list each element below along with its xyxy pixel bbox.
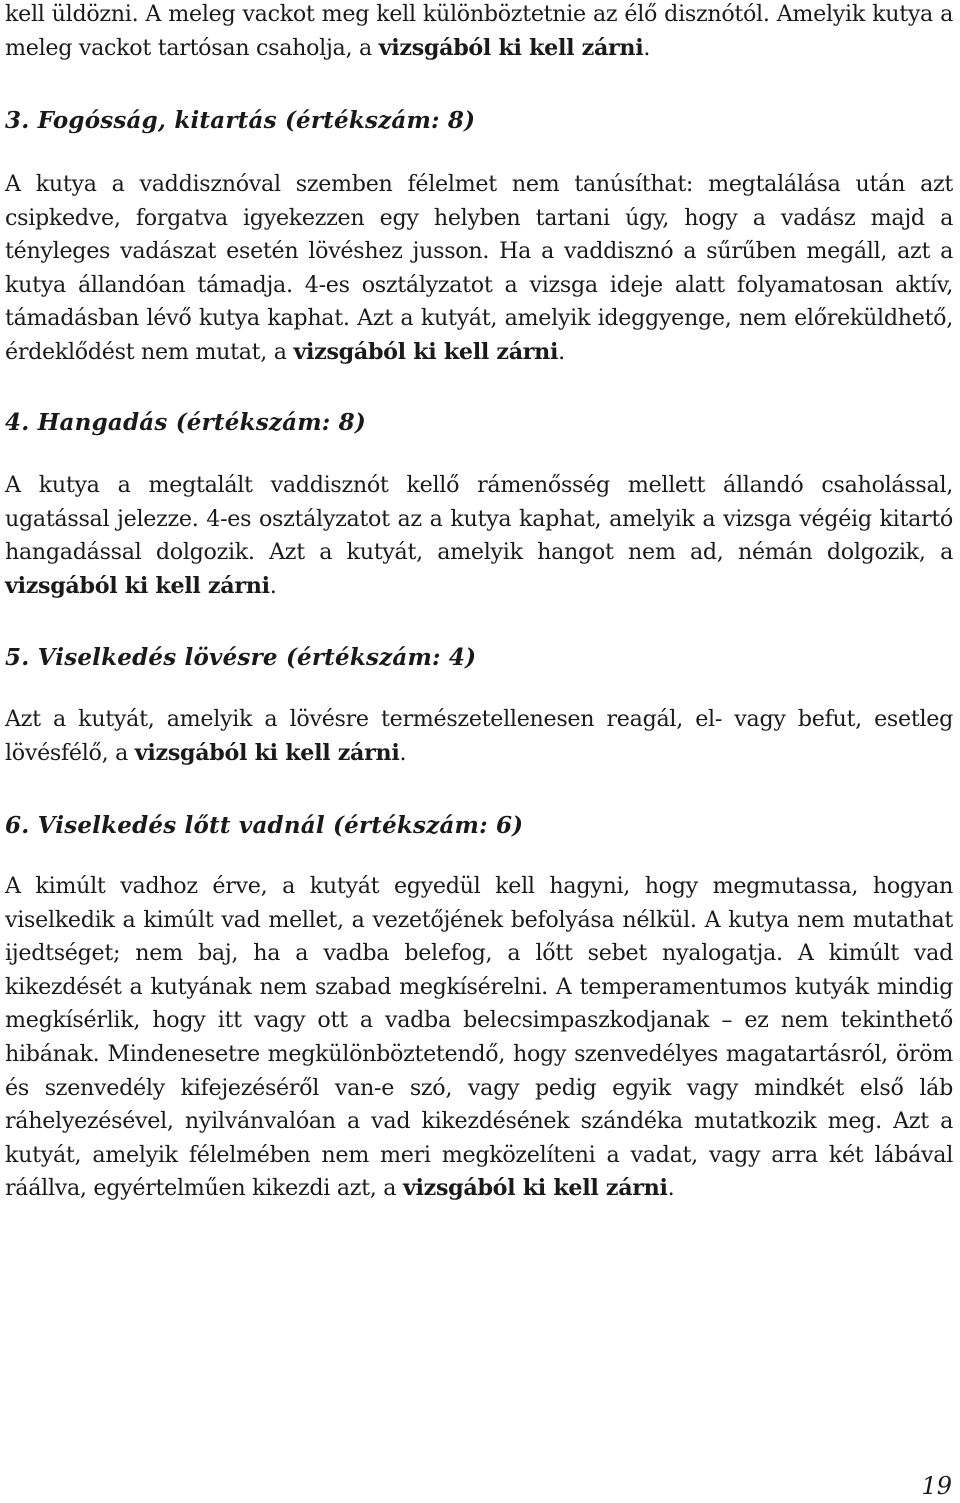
intro-emphasis: vizsgából ki kell zárni xyxy=(378,34,644,61)
intro-paragraph xyxy=(5,0,953,65)
section-3-text: A kutya a vaddisznóval szemben félelmet nem tanúsíthat: megtalálása után azt csipkedve, forgatva igyekezzen egy helyben tartani úgy, hogy a vadász majd a tényleges vadászat esetén lövéshez jusson. Ha a vaddisznó a sűrűben megáll, azt a kutya állandóan támadja. 4-es osztályzatot a vizsga ideje alatt folyamatosan aktív, támadásban lévő kutya kaphat. Azt a kutyát, amelyik ideggyenge, nem előreküldhető, érdeklődést nem mutat, a xyxy=(5,171,953,365)
section-3-paragraph xyxy=(5,168,953,370)
section-5-heading: 5. Viselkedés lövésre (értékszám: 4) xyxy=(5,644,477,671)
page-number: 19 xyxy=(921,1472,952,1500)
section-6-text: A kimúlt vadhoz érve, a kutyát egyedül kell hagyni, hogy megmutassa, hogyan viselkedik a kimúlt vad mellet, a vezetőjének befolyása nélkül. A kutya nem mutathat ijedtséget; nem baj, ha a vadba belefog, a lőtt sebet nyalogatja. A kimúlt vad kikezdését a kutyának nem szabad megkísérelni. A temperamentumos kutyák mindig megkísérlik, hogy itt vagy ott a vadba belecsimpaszkodjanak – ez nem tekinthető hibának. Mindenesetre megkülönböztetendő, hogy szenvedélyes magatartásról, öröm és szenvedély kifejezéséről van-e szó, vagy pedig egyik vagy mindkét első láb ráhelyezésével, nyilvánvalóan a vad kikezdésének szándéka mutatkozik meg. Azt a kutyát, amelyik félelmében nem meri megközelíteni a vadat, vagy arra két lábával ráállva, egyértelműen kikezdi azt, a xyxy=(5,873,953,1202)
section-5-paragraph xyxy=(5,703,953,770)
section-4-text: A kutya a megtalált vaddisznót kellő rámenősség mellett állandó csaholással, ugatással jelezze. 4-es osztályzatot az a kutya kaphat, amelyik a vizsga végéig kitartó hangadással dolgozik. Azt a kutyát, amelyik hangot nem ad, némán dolgozik, a xyxy=(5,472,953,566)
section-6-paragraph xyxy=(5,870,953,1206)
section-6-emphasis: vizsgából ki kell zárni xyxy=(402,1175,668,1202)
section-4-end: . xyxy=(269,572,277,599)
section-3-end: . xyxy=(558,338,565,365)
section-5-emphasis: vizsgából ki kell zárni xyxy=(134,739,400,766)
section-6-end: . xyxy=(667,1175,675,1202)
section-5-end: . xyxy=(399,739,407,766)
intro-end: . xyxy=(643,34,651,61)
section-4-paragraph xyxy=(5,469,953,603)
section-5-text: Azt a kutyát, amelyik a lövésre természetellenesen reagál, el- vagy befut, esetleg lövésfélő, a xyxy=(5,706,953,766)
intro-text: kell üldözni. A meleg vackot meg kell különböztetnie az élő disznótól. Amelyik kutya a meleg vackot tartósan csaholja, a xyxy=(5,1,953,61)
section-3-emphasis: vizsgából ki kell zárni xyxy=(293,338,559,365)
section-4-emphasis: vizsgából ki kell zárni xyxy=(5,572,270,599)
section-4-heading: 4. Hangadás (értékszám: 8) xyxy=(5,409,366,436)
section-6-heading: 6. Viselkedés lőtt vadnál (értékszám: 6) xyxy=(5,812,524,839)
section-3-heading: 3. Fogósság, kitartás (értékszám: 8) xyxy=(5,107,476,134)
